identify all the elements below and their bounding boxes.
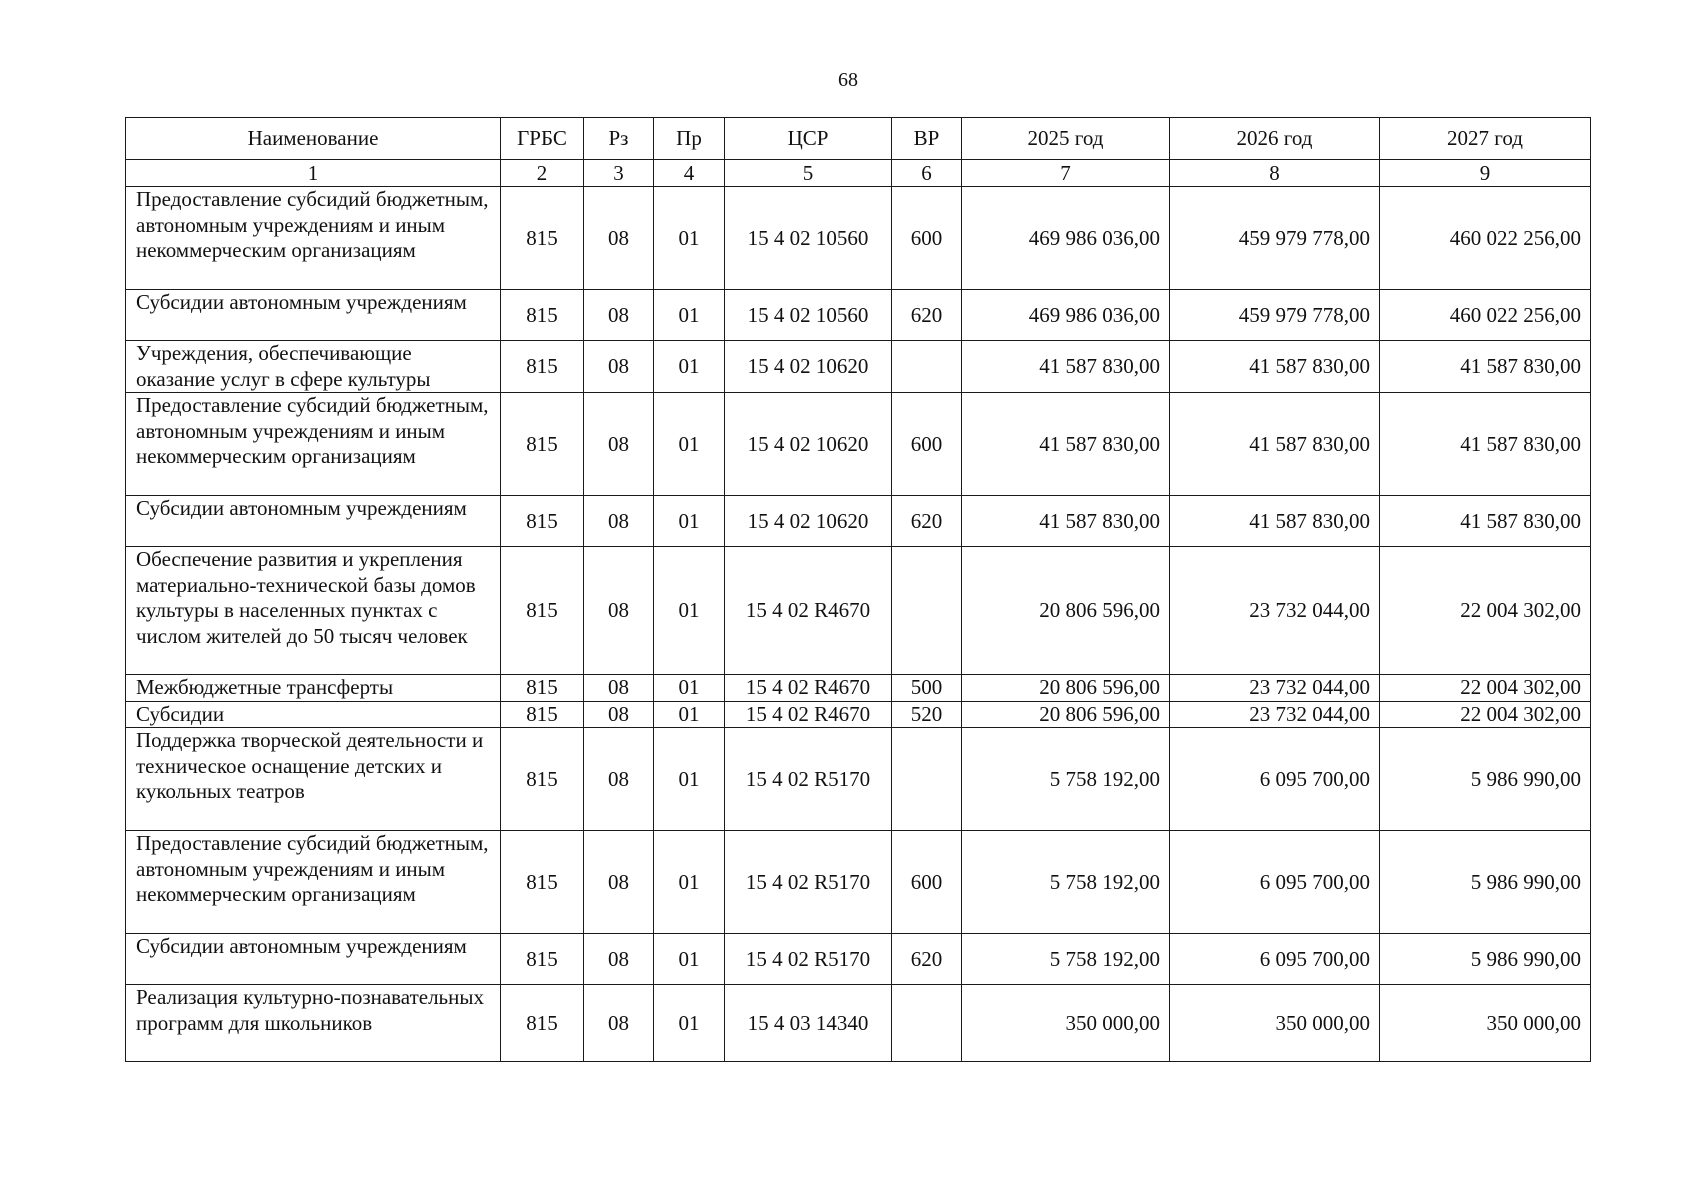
row-grbs: 815 [501,701,584,728]
header-vr: ВР [892,118,962,160]
row-vr [892,985,962,1062]
row-pr: 01 [654,187,725,290]
row-vr: 600 [892,187,962,290]
row-amount-2025: 469 986 036,00 [962,290,1170,341]
row-csr: 15 4 02 10620 [725,393,892,496]
column-number: 2 [501,160,584,187]
header-grbs: ГРБС [501,118,584,160]
row-pr: 01 [654,290,725,341]
row-rz: 08 [584,675,654,702]
column-number: 9 [1380,160,1591,187]
column-number: 1 [126,160,501,187]
row-amount-2027: 22 004 302,00 [1380,547,1591,675]
row-rz: 08 [584,341,654,393]
row-pr: 01 [654,934,725,985]
table-row [126,187,1591,290]
row-amount-2026: 23 732 044,00 [1170,675,1380,702]
row-vr: 600 [892,831,962,934]
row-rz: 08 [584,701,654,728]
row-vr [892,728,962,831]
table-row [126,547,1591,675]
row-amount-2025: 20 806 596,00 [962,547,1170,675]
row-grbs: 815 [501,496,584,547]
row-amount-2027: 22 004 302,00 [1380,701,1591,728]
row-rz: 08 [584,985,654,1062]
row-grbs: 815 [501,393,584,496]
row-grbs: 815 [501,831,584,934]
row-amount-2025: 20 806 596,00 [962,701,1170,728]
row-pr: 01 [654,547,725,675]
row-rz: 08 [584,831,654,934]
row-amount-2026: 41 587 830,00 [1170,341,1380,393]
row-amount-2027: 41 587 830,00 [1380,393,1591,496]
header-2026: 2026 год [1170,118,1380,160]
table-row [126,701,1591,728]
row-pr: 01 [654,341,725,393]
row-pr: 01 [654,701,725,728]
row-vr: 620 [892,934,962,985]
column-number: 3 [584,160,654,187]
row-pr: 01 [654,985,725,1062]
table-row [126,341,1591,393]
row-name: Предоставление субсидий бюджетным, автономным учреждениям и иным некоммерческим организациям [126,831,501,934]
row-amount-2027: 460 022 256,00 [1380,290,1591,341]
row-csr: 15 4 02 10560 [725,290,892,341]
row-amount-2025: 469 986 036,00 [962,187,1170,290]
row-csr: 15 4 02 R5170 [725,831,892,934]
row-vr [892,341,962,393]
row-vr: 520 [892,701,962,728]
row-amount-2025: 41 587 830,00 [962,393,1170,496]
row-rz: 08 [584,496,654,547]
row-grbs: 815 [501,728,584,831]
row-pr: 01 [654,831,725,934]
row-grbs: 815 [501,187,584,290]
row-vr: 620 [892,290,962,341]
row-amount-2025: 20 806 596,00 [962,675,1170,702]
row-name: Обеспечение развития и укрепления материально-технической базы домов культуры в населенных пунктах с числом жителей до 50 тысяч человек [126,547,501,675]
column-number: 5 [725,160,892,187]
row-rz: 08 [584,290,654,341]
row-csr: 15 4 02 R4670 [725,675,892,702]
row-amount-2026: 459 979 778,00 [1170,290,1380,341]
row-csr: 15 4 02 R4670 [725,701,892,728]
row-grbs: 815 [501,290,584,341]
column-number: 8 [1170,160,1380,187]
header-csr: ЦСР [725,118,892,160]
row-amount-2025: 41 587 830,00 [962,341,1170,393]
row-csr: 15 4 03 14340 [725,985,892,1062]
row-grbs: 815 [501,341,584,393]
row-amount-2027: 460 022 256,00 [1380,187,1591,290]
row-amount-2026: 6 095 700,00 [1170,728,1380,831]
header-pr: Пр [654,118,725,160]
row-pr: 01 [654,496,725,547]
row-amount-2025: 350 000,00 [962,985,1170,1062]
row-rz: 08 [584,187,654,290]
table-row [126,728,1591,831]
row-amount-2027: 22 004 302,00 [1380,675,1591,702]
column-number-row [126,160,1591,187]
row-grbs: 815 [501,934,584,985]
header-row [126,118,1591,160]
page-number: 68 [838,69,858,91]
row-rz: 08 [584,934,654,985]
table-row [126,985,1591,1062]
row-pr: 01 [654,675,725,702]
column-number: 4 [654,160,725,187]
row-amount-2026: 350 000,00 [1170,985,1380,1062]
row-name: Предоставление субсидий бюджетным, автономным учреждениям и иным некоммерческим организациям [126,393,501,496]
row-vr [892,547,962,675]
row-pr: 01 [654,393,725,496]
row-csr: 15 4 02 R4670 [725,547,892,675]
row-amount-2026: 6 095 700,00 [1170,934,1380,985]
row-amount-2026: 459 979 778,00 [1170,187,1380,290]
row-grbs: 815 [501,675,584,702]
row-grbs: 815 [501,985,584,1062]
table-row [126,393,1591,496]
table-row [126,675,1591,702]
row-vr: 600 [892,393,962,496]
row-amount-2027: 5 986 990,00 [1380,728,1591,831]
row-name: Учреждения, обеспечивающие оказание услуг в сфере культуры [126,341,501,393]
row-rz: 08 [584,393,654,496]
row-csr: 15 4 02 R5170 [725,934,892,985]
row-amount-2026: 23 732 044,00 [1170,547,1380,675]
row-name: Субсидии автономным учреждениям [126,934,501,985]
row-csr: 15 4 02 R5170 [725,728,892,831]
row-amount-2027: 41 587 830,00 [1380,341,1591,393]
column-number: 6 [892,160,962,187]
row-csr: 15 4 02 10620 [725,341,892,393]
row-amount-2025: 5 758 192,00 [962,831,1170,934]
table-row [126,290,1591,341]
row-amount-2026: 23 732 044,00 [1170,701,1380,728]
table-row [126,831,1591,934]
row-name: Межбюджетные трансферты [126,675,501,702]
row-amount-2027: 350 000,00 [1380,985,1591,1062]
row-csr: 15 4 02 10620 [725,496,892,547]
row-name: Субсидии автономным учреждениям [126,496,501,547]
row-name: Субсидии автономным учреждениям [126,290,501,341]
budget-table [125,117,1591,1062]
row-name: Реализация культурно-познавательных программ для школьников [126,985,501,1062]
row-amount-2026: 41 587 830,00 [1170,393,1380,496]
column-number: 7 [962,160,1170,187]
table-body [126,187,1591,1062]
row-name: Предоставление субсидий бюджетным, автономным учреждениям и иным некоммерческим организациям [126,187,501,290]
row-amount-2027: 5 986 990,00 [1380,831,1591,934]
row-amount-2025: 41 587 830,00 [962,496,1170,547]
row-amount-2027: 41 587 830,00 [1380,496,1591,547]
row-amount-2025: 5 758 192,00 [962,934,1170,985]
row-amount-2025: 5 758 192,00 [962,728,1170,831]
header-name: Наименование [126,118,501,160]
row-rz: 08 [584,547,654,675]
row-vr: 620 [892,496,962,547]
row-csr: 15 4 02 10560 [725,187,892,290]
header-2027: 2027 год [1380,118,1591,160]
row-name: Субсидии [126,701,501,728]
header-2025: 2025 год [962,118,1170,160]
header-rz: Рз [584,118,654,160]
table-row [126,496,1591,547]
row-rz: 08 [584,728,654,831]
row-name: Поддержка творческой деятельности и техническое оснащение детских и кукольных театров [126,728,501,831]
table-row [126,934,1591,985]
row-amount-2026: 41 587 830,00 [1170,496,1380,547]
row-vr: 500 [892,675,962,702]
row-amount-2026: 6 095 700,00 [1170,831,1380,934]
row-amount-2027: 5 986 990,00 [1380,934,1591,985]
table-header [126,118,1591,187]
row-grbs: 815 [501,547,584,675]
row-pr: 01 [654,728,725,831]
